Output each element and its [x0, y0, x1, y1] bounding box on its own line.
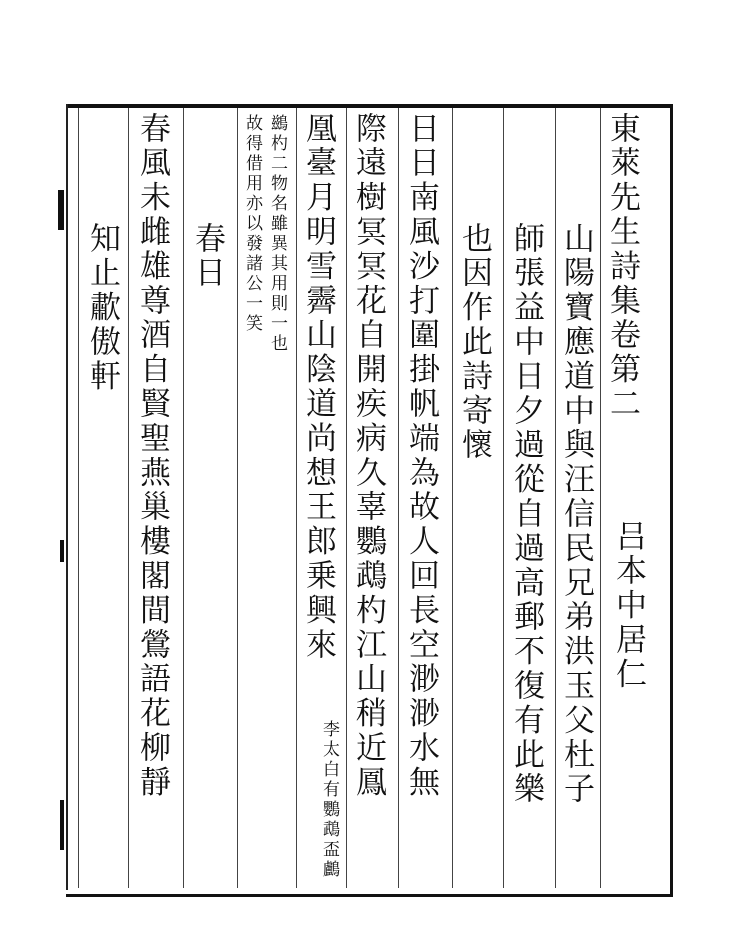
binding-edge-mark [60, 540, 64, 562]
column-rule [555, 108, 556, 888]
poem-title-line-3: 也因作此詩寄懷 [456, 222, 492, 463]
volume-title: 東萊先生詩集卷第二 [604, 112, 640, 422]
column-rule [237, 108, 238, 888]
column-rule [346, 108, 347, 888]
poem-text-line-3: 凰臺月明雪霽山陰道尚想王郎乗興來 [300, 112, 336, 663]
poem-text-line-1: 日日南風沙打圍掛帆端為故人回長空渺渺水無 [403, 112, 439, 800]
frame-left-edge [66, 104, 68, 890]
column-rule [296, 108, 297, 888]
binding-edge-mark [58, 190, 64, 230]
poem-text-line-5: 知止歗傲軒 [84, 222, 120, 394]
poem-text-line-2: 際遠樹冥冥花自開疾病久辜鸚鵡杓江山稍近鳳 [350, 112, 386, 800]
column-rule [183, 108, 184, 888]
column-rule [398, 108, 399, 888]
binding-edge-mark [60, 800, 64, 850]
column-rule [128, 108, 129, 888]
column-rule [78, 108, 79, 888]
column-rule [600, 108, 601, 888]
column-rule [452, 108, 453, 888]
annotation-line-1: 李太白有鸚鵡盃鸕 [319, 720, 339, 880]
poem-text-line-4: 春風未雌雄尊酒自賢聖燕巢樓閣間鶯語花柳靜 [134, 112, 170, 800]
column-rule [503, 108, 504, 888]
annotation-line-2: 鷀杓二物名雖異其用則一也 [267, 114, 287, 354]
poem-title-line-1: 山陽寶應道中與汪信民兄弟洪玉父杜子 [558, 222, 594, 807]
poem-title-line-2: 師張益中日夕過從自過高郵不復有此樂 [508, 222, 544, 807]
poem-heading: 春日 [189, 222, 225, 291]
annotation-line-3: 故得借用亦以發諸公一笑 [242, 114, 262, 334]
author-name: 吕本中居仁 [610, 520, 646, 692]
